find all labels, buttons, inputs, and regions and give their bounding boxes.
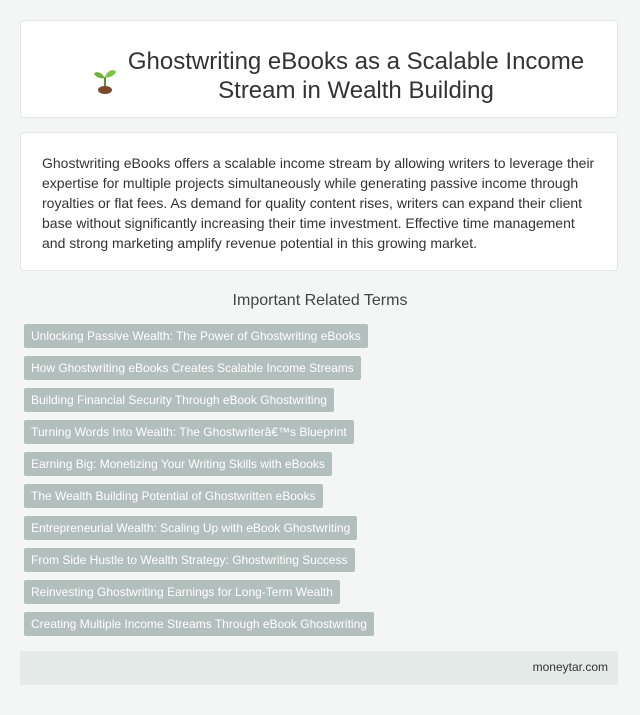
page-title: Ghostwriting eBooks as a Scalable Income Stream in Wealth Building: [127, 48, 585, 104]
summary-card: [20, 132, 618, 271]
summary-text: Ghostwriting eBooks offers a scalable income stream by allowing writers to leverage their expertise for multiple projects simultaneously while generating passive income through royalties or flat fees. As demand for quality content rises, writers can expand their client base without significantly increasing their time investment. Effective time management and strong marketing amplify revenue potential in this growing market.: [42, 155, 595, 251]
related-term-tag[interactable]: Unlocking Passive Wealth: The Power of Ghostwriting eBooks: [24, 324, 368, 348]
related-term-tag[interactable]: Creating Multiple Income Streams Through eBook Ghostwriting: [24, 612, 374, 636]
related-terms-list: [24, 324, 624, 644]
sprout-icon: [91, 65, 119, 95]
related-term-tag[interactable]: The Wealth Building Potential of Ghostwritten eBooks: [24, 484, 323, 508]
related-term-tag[interactable]: How Ghostwriting eBooks Creates Scalable Income Streams: [24, 356, 361, 380]
related-term-tag[interactable]: Entrepreneurial Wealth: Scaling Up with eBook Ghostwriting: [24, 516, 357, 540]
related-term-tag[interactable]: Turning Words Into Wealth: The Ghostwriterâ€™s Blueprint: [24, 420, 354, 444]
related-term-tag[interactable]: Earning Big: Monetizing Your Writing Skills with eBooks: [24, 452, 332, 476]
related-terms-heading: Important Related Terms: [232, 292, 408, 309]
related-term-tag[interactable]: From Side Hustle to Wealth Strategy: Ghostwriting Success: [24, 548, 355, 572]
title-card: [20, 20, 618, 118]
footer-site-link[interactable]: moneytar.com: [532, 660, 608, 674]
related-term-tag[interactable]: Reinvesting Ghostwriting Earnings for Long-Term Wealth: [24, 580, 340, 604]
related-term-tag[interactable]: Building Financial Security Through eBook Ghostwriting: [24, 388, 334, 412]
footer: [20, 651, 618, 685]
